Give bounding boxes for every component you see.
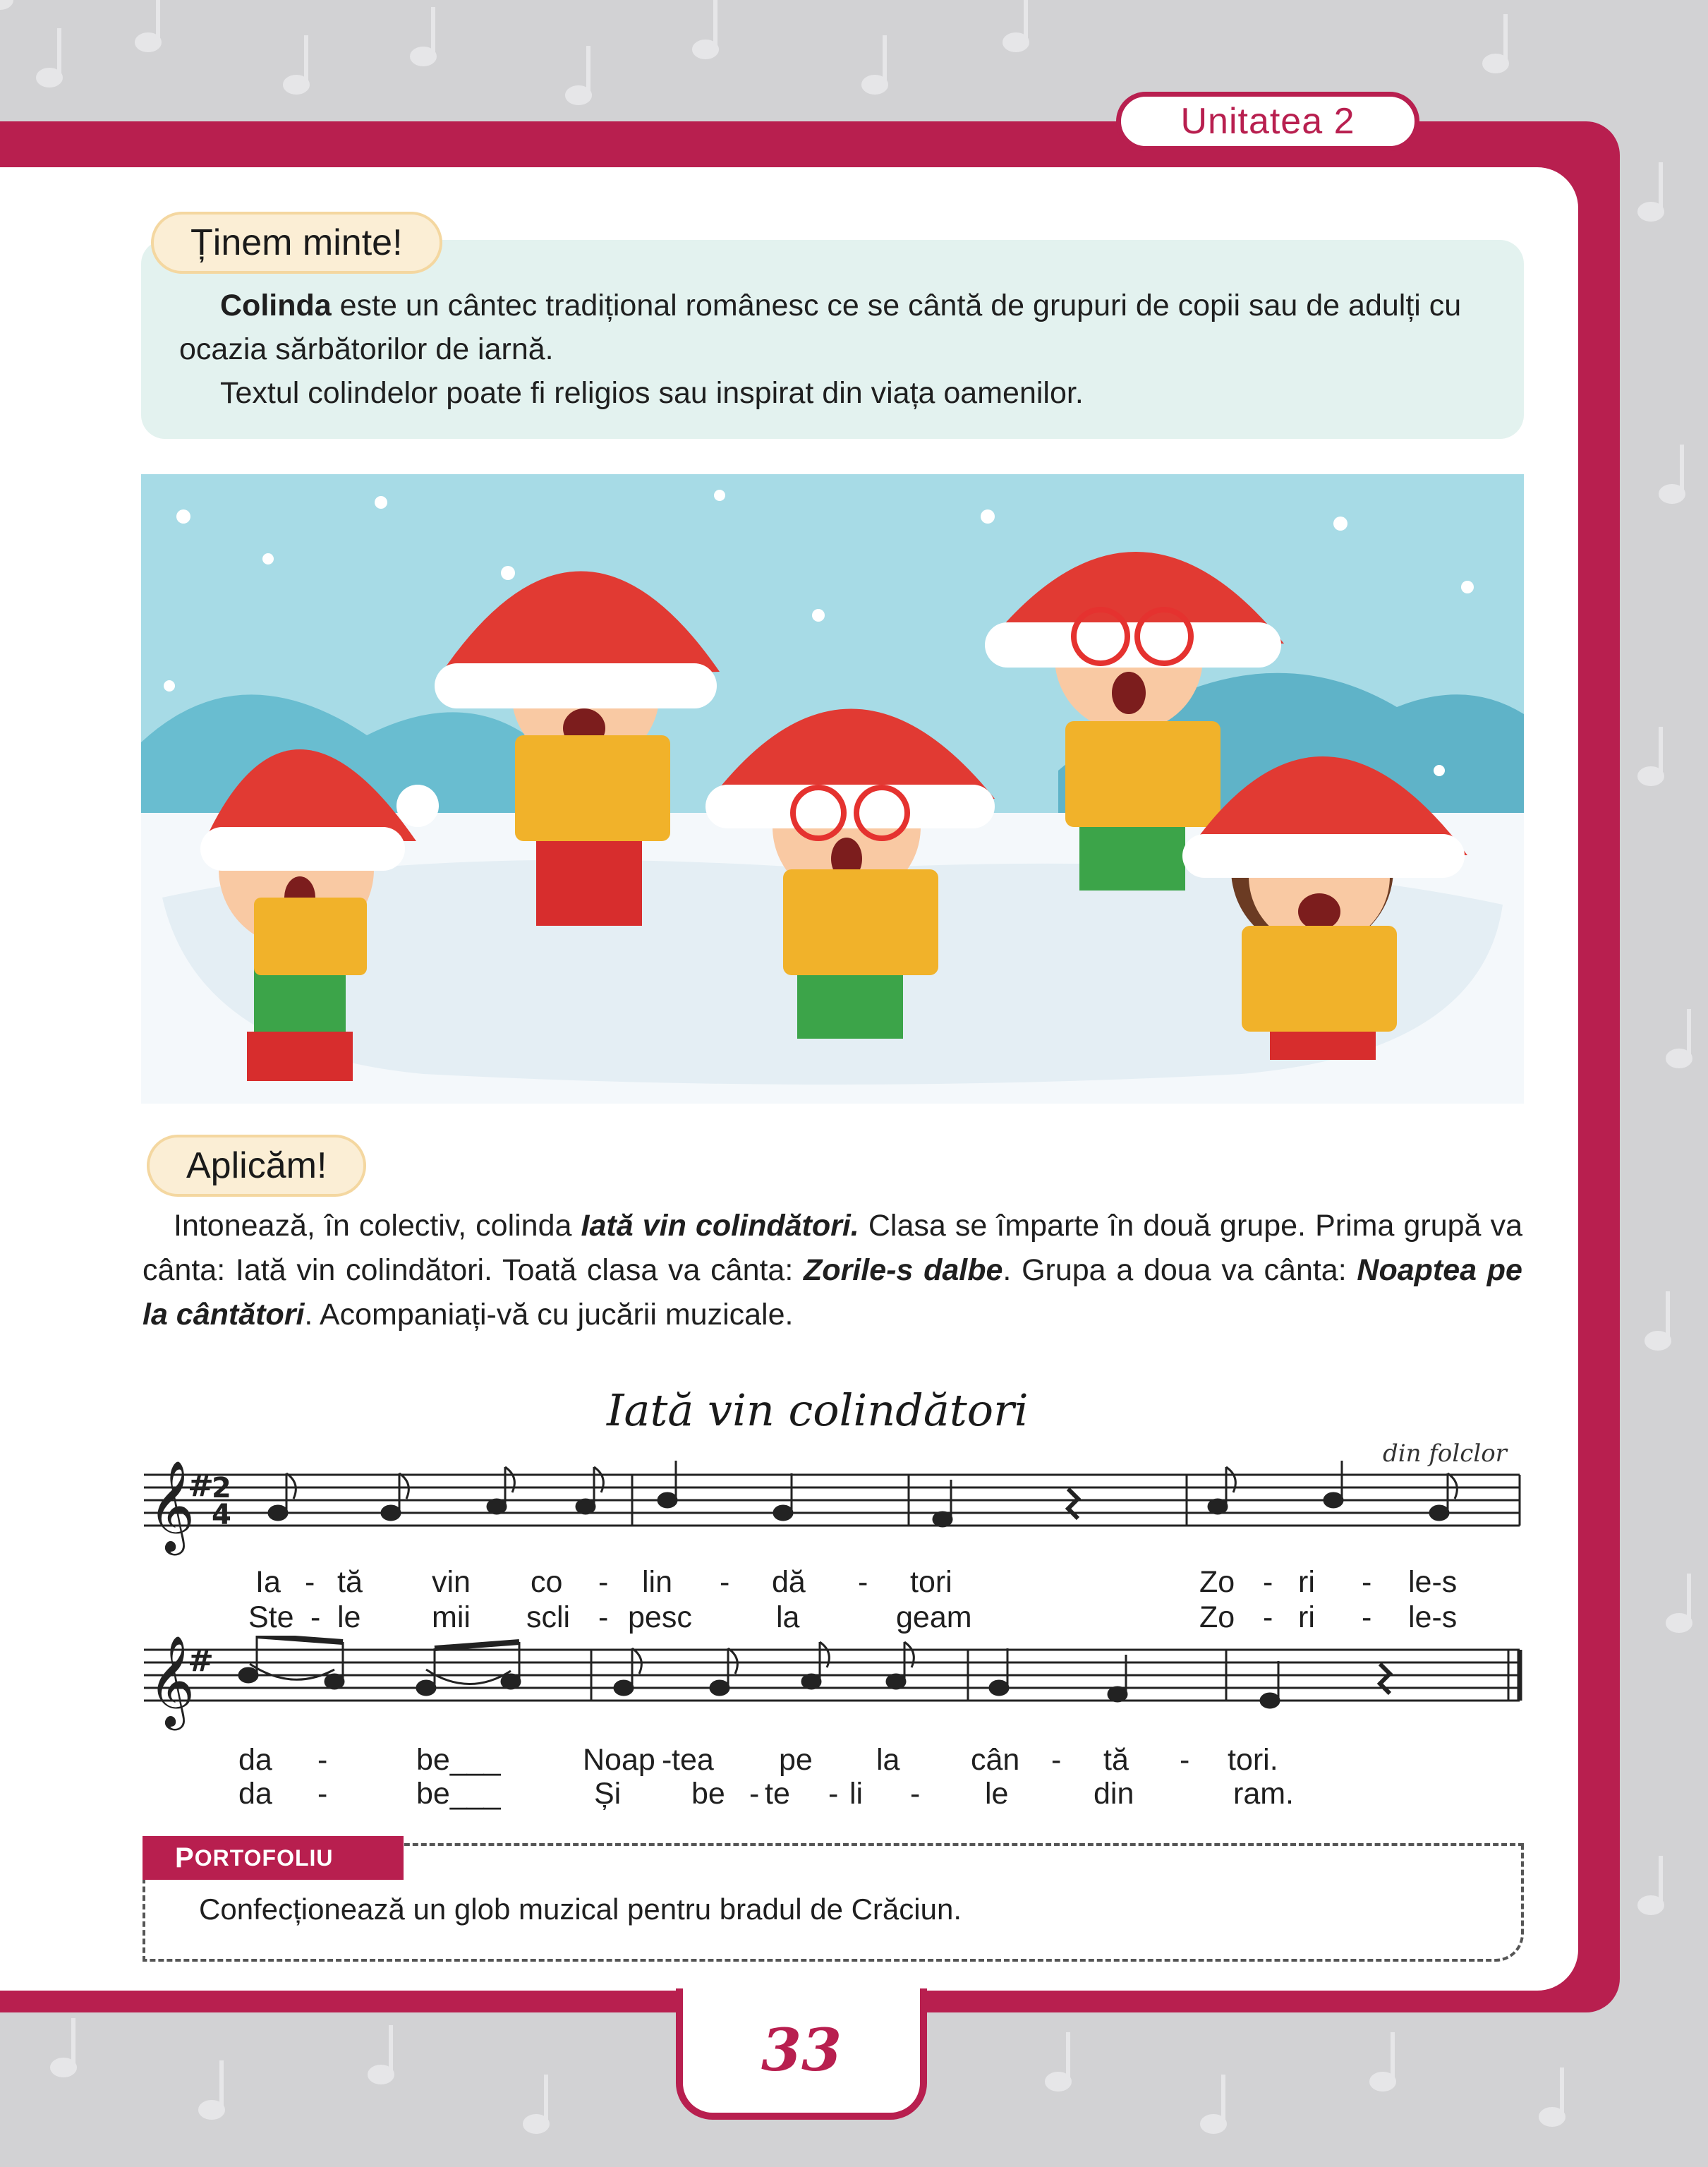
- lyric-syllable: -: [310, 1600, 321, 1634]
- lyric-syllable: da: [238, 1743, 272, 1777]
- lyric-syllable: tea: [672, 1743, 714, 1777]
- remember-paragraph-2: Textul colindelor poate fi religios sau inspirat din viața oamenilor.: [220, 376, 1084, 410]
- group2-ref: Noaptea pe la cântători: [143, 1253, 1522, 1332]
- lyric-syllable: -: [317, 1777, 328, 1811]
- lyric-syllable: tă: [1103, 1743, 1129, 1777]
- lyric-syllable: ri: [1298, 1600, 1315, 1634]
- lyric-syllable: ri: [1298, 1565, 1315, 1599]
- lyric-syllable: -: [828, 1777, 839, 1811]
- lyric-syllable: pe: [779, 1743, 813, 1777]
- lyric-syllable: le-s: [1408, 1600, 1458, 1634]
- songbook-icon: [783, 869, 938, 975]
- time-signature-bottom: 4: [212, 1499, 231, 1531]
- songbook-icon: [515, 735, 670, 841]
- lyric-syllable: -: [1263, 1600, 1273, 1634]
- lyric-syllable: -: [317, 1743, 328, 1777]
- lyric-syllable: tă: [337, 1565, 363, 1599]
- lyric-syllable: cân: [971, 1743, 1020, 1777]
- lyric-syllable: -: [1362, 1565, 1372, 1599]
- lyric-syllable: da: [238, 1777, 272, 1811]
- portfolio-task: Confecționează un glob muzical pentru bradul de Crăciun.: [199, 1893, 962, 1926]
- song-title: Iată vin colindători: [607, 1384, 1029, 1436]
- key-signature-sharp: #: [188, 1643, 214, 1679]
- lyric-syllable: -: [662, 1743, 672, 1777]
- apply-heading: Aplicăm!: [147, 1135, 366, 1197]
- lyric-syllable: ram.: [1233, 1777, 1294, 1811]
- treble-clef-icon: 𝄞: [148, 1636, 195, 1727]
- lyric-syllable: Ia: [255, 1565, 281, 1599]
- portfolio-label-first: P: [175, 1842, 195, 1873]
- key-signature-sharp: #: [188, 1468, 214, 1504]
- lyric-syllable: dă: [772, 1565, 806, 1599]
- lyric-syllable: co: [531, 1565, 563, 1599]
- lyric-syllable: pesc: [628, 1600, 692, 1634]
- colinda-term: Colinda: [220, 289, 332, 322]
- lyric-syllable: Noap: [583, 1743, 655, 1777]
- remember-paragraph-1-text: este un cântec tradițional românesc ce se cântă de grupuri de copii sau de adulți cu ocazia sărbătorilor de iarnă.: [179, 289, 1462, 366]
- refrain-ref: Zorile-s dalbe: [804, 1253, 1003, 1287]
- lyric-syllable: -: [598, 1565, 609, 1599]
- apply-text-4: . Acompaniați-vă cu jucării muzicale.: [304, 1298, 794, 1332]
- apply-text-3: . Grupa a doua va cânta:: [1003, 1253, 1357, 1287]
- portfolio-label-rest: ORTOFOLIU: [194, 1845, 334, 1871]
- lyric-syllable: Ste: [248, 1600, 294, 1634]
- page-number: 33: [676, 1988, 927, 2120]
- songbook-icon: [1065, 721, 1221, 827]
- lyric-syllable: vin: [432, 1565, 471, 1599]
- music-staff-1: [144, 1461, 1523, 1574]
- apply-text-2: Clasa se împarte în două grupe. Prima grupă va cânta: Iată vin colindători. Toată clasa va cânta:: [143, 1209, 1522, 1287]
- song-title-ref: Iată vin colindători.: [581, 1209, 859, 1243]
- lyric-syllable: -: [749, 1777, 760, 1811]
- lyric-syllable: -: [598, 1600, 609, 1634]
- lyric-syllable: Zo: [1199, 1565, 1235, 1599]
- lyric-syllable: -: [1051, 1743, 1062, 1777]
- unit-label: Unitatea 2: [1116, 92, 1419, 151]
- music-staff-2: [144, 1636, 1523, 1749]
- lyric-syllable: be: [691, 1777, 725, 1811]
- lyric-syllable: geam: [896, 1600, 972, 1634]
- lyric-syllable: lin: [642, 1565, 673, 1599]
- treble-clef-icon: 𝄞: [148, 1461, 195, 1552]
- remember-heading: Ținem minte!: [151, 212, 442, 274]
- carolers-illustration: [141, 474, 1524, 1104]
- apply-text-1: Intonează, în colectiv, colinda: [174, 1209, 581, 1243]
- lyric-syllable: la: [776, 1600, 800, 1634]
- time-signature-top: 2: [212, 1472, 231, 1504]
- lyric-syllable: -: [1263, 1565, 1273, 1599]
- lyric-syllable: Zo: [1199, 1600, 1235, 1634]
- lyric-syllable: din: [1094, 1777, 1134, 1811]
- songbook-icon: [254, 898, 367, 975]
- lyric-syllable: mii: [432, 1600, 471, 1634]
- lyric-syllable: tori: [910, 1565, 952, 1599]
- lyric-syllable: Și: [594, 1777, 622, 1811]
- lyric-syllable: -: [1180, 1743, 1190, 1777]
- lyric-syllable: le: [337, 1600, 361, 1634]
- lyric-syllable: la: [876, 1743, 900, 1777]
- remember-paragraph-1: [179, 284, 1483, 371]
- lyric-syllable: le-s: [1408, 1565, 1458, 1599]
- apply-instructions: [143, 1204, 1522, 1337]
- lyric-syllable: scli: [526, 1600, 571, 1634]
- lyric-syllable: -: [858, 1565, 868, 1599]
- lyric-syllable: li: [849, 1777, 864, 1811]
- lyric-syllable: -: [720, 1565, 730, 1599]
- lyric-syllable: -: [305, 1565, 315, 1599]
- lyric-syllable: le: [985, 1777, 1009, 1811]
- lyric-syllable: be___: [416, 1777, 501, 1811]
- songbook-icon: [1242, 926, 1397, 1032]
- lyric-syllable: te: [765, 1777, 790, 1811]
- lyric-syllable: tori.: [1228, 1743, 1278, 1777]
- lyric-syllable: be___: [416, 1743, 501, 1777]
- lyric-syllable: -: [1362, 1600, 1372, 1634]
- portfolio-label: [143, 1836, 404, 1880]
- song-source: din folclor: [1383, 1439, 1507, 1468]
- lyric-syllable: -: [910, 1777, 921, 1811]
